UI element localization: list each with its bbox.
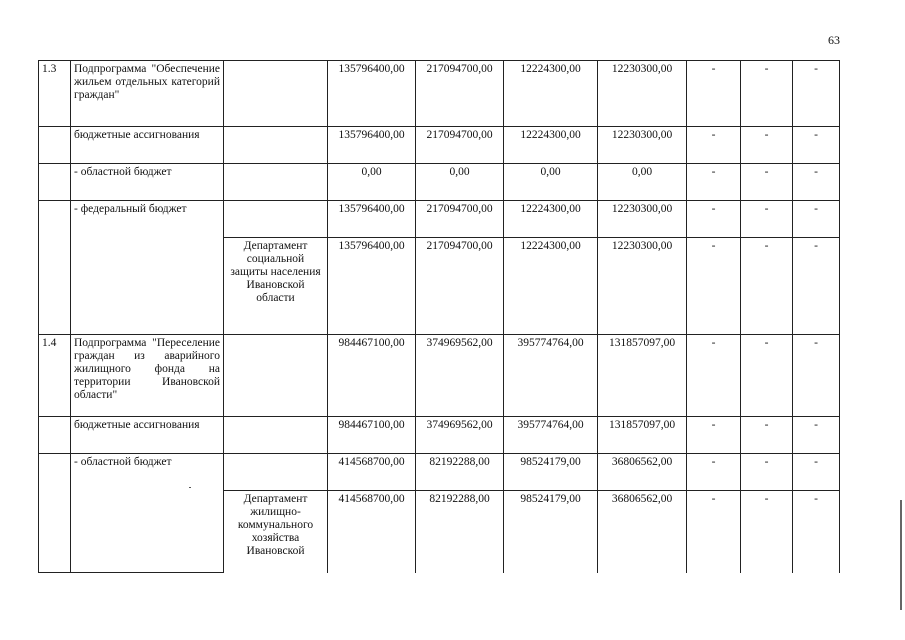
- dash-cell: -: [687, 491, 741, 573]
- row-index: [39, 454, 71, 573]
- value-cell: 82192288,00: [416, 454, 504, 491]
- table-row: [39, 417, 840, 454]
- row-dept: [224, 61, 328, 127]
- dash-cell: -: [793, 417, 840, 454]
- value-cell: 36806562,00: [598, 454, 687, 491]
- value-cell: 135796400,00: [328, 238, 416, 335]
- dash-cell: -: [687, 61, 741, 127]
- value-cell: 217094700,00: [416, 238, 504, 335]
- dash-cell: -: [741, 454, 793, 491]
- value-cell: 12230300,00: [598, 127, 687, 164]
- dash-cell: -: [793, 335, 840, 417]
- value-cell: 131857097,00: [598, 335, 687, 417]
- value-cell: 374969562,00: [416, 335, 504, 417]
- table-row: [39, 127, 840, 164]
- scan-edge-line: [900, 500, 902, 610]
- dash-cell: -: [741, 201, 793, 238]
- row-dept: [224, 201, 328, 238]
- value-cell: 0,00: [598, 164, 687, 201]
- value-cell: 98524179,00: [504, 491, 598, 573]
- row-name: бюджетные ассигнования: [71, 127, 224, 164]
- row-dept: [224, 454, 328, 491]
- row-index: 1.3: [39, 61, 71, 127]
- value-cell: 135796400,00: [328, 201, 416, 238]
- row-name: - областной бюджет: [71, 164, 224, 201]
- page-number: 63: [828, 33, 840, 47]
- row-name: - областной бюджет: [71, 454, 224, 573]
- value-cell: 131857097,00: [598, 417, 687, 454]
- value-cell: 0,00: [504, 164, 598, 201]
- dash-cell: -: [793, 201, 840, 238]
- value-cell: 82192288,00: [416, 491, 504, 573]
- row-index: 1.4: [39, 335, 71, 417]
- value-cell: 135796400,00: [328, 61, 416, 127]
- value-cell: 0,00: [328, 164, 416, 201]
- value-cell: 984467100,00: [328, 417, 416, 454]
- dash-cell: -: [741, 491, 793, 573]
- row-name: - федеральный бюджет: [71, 201, 224, 335]
- value-cell: 12230300,00: [598, 61, 687, 127]
- value-cell: 12224300,00: [504, 201, 598, 238]
- row-name: Подпрограмма "Обеспечение жильем отдельных категорий граждан": [71, 61, 224, 127]
- dash-cell: -: [793, 491, 840, 573]
- row-index: [39, 201, 71, 335]
- dash-cell: -: [687, 454, 741, 491]
- budget-table: [38, 60, 840, 573]
- dash-cell: -: [793, 164, 840, 201]
- value-cell: 984467100,00: [328, 335, 416, 417]
- value-cell: 12224300,00: [504, 127, 598, 164]
- dash-cell: -: [687, 201, 741, 238]
- value-cell: 12224300,00: [504, 238, 598, 335]
- scan-speck: [189, 487, 191, 488]
- value-cell: 0,00: [416, 164, 504, 201]
- value-cell: 217094700,00: [416, 61, 504, 127]
- value-cell: 395774764,00: [504, 335, 598, 417]
- dash-cell: -: [793, 127, 840, 164]
- dash-cell: -: [741, 335, 793, 417]
- dash-cell: -: [687, 127, 741, 164]
- value-cell: 414568700,00: [328, 491, 416, 573]
- row-dept: Департамент социальной защиты населения Ивановской области: [224, 238, 328, 335]
- dash-cell: -: [793, 61, 840, 127]
- value-cell: 12230300,00: [598, 201, 687, 238]
- dash-cell: -: [687, 335, 741, 417]
- value-cell: 395774764,00: [504, 417, 598, 454]
- value-cell: 12224300,00: [504, 61, 598, 127]
- value-cell: 414568700,00: [328, 454, 416, 491]
- row-index: [39, 164, 71, 201]
- row-dept: [224, 127, 328, 164]
- dash-cell: -: [687, 164, 741, 201]
- table-row: [39, 454, 840, 491]
- dash-cell: -: [687, 417, 741, 454]
- dash-cell: -: [741, 127, 793, 164]
- dash-cell: -: [741, 417, 793, 454]
- row-dept: [224, 164, 328, 201]
- table-row: [39, 201, 840, 238]
- dash-cell: -: [741, 61, 793, 127]
- value-cell: 98524179,00: [504, 454, 598, 491]
- row-dept: [224, 417, 328, 454]
- table-row: [39, 61, 840, 127]
- row-dept: [224, 335, 328, 417]
- row-index: [39, 417, 71, 454]
- dash-cell: -: [741, 164, 793, 201]
- dash-cell: -: [793, 238, 840, 335]
- row-index: [39, 127, 71, 164]
- row-name: Подпрограмма "Переселение граждан из аварийного жилищного фонда на территории Ивановской области": [71, 335, 224, 417]
- table-row: [39, 335, 840, 417]
- row-name: бюджетные ассигнования: [71, 417, 224, 454]
- value-cell: 36806562,00: [598, 491, 687, 573]
- value-cell: 217094700,00: [416, 127, 504, 164]
- dash-cell: -: [741, 238, 793, 335]
- value-cell: 135796400,00: [328, 127, 416, 164]
- table-row: [39, 164, 840, 201]
- value-cell: 374969562,00: [416, 417, 504, 454]
- value-cell: 217094700,00: [416, 201, 504, 238]
- value-cell: 12230300,00: [598, 238, 687, 335]
- row-dept: Департамент жилищно-коммунального хозяйства Ивановской: [224, 491, 328, 573]
- dash-cell: -: [687, 238, 741, 335]
- dash-cell: -: [793, 454, 840, 491]
